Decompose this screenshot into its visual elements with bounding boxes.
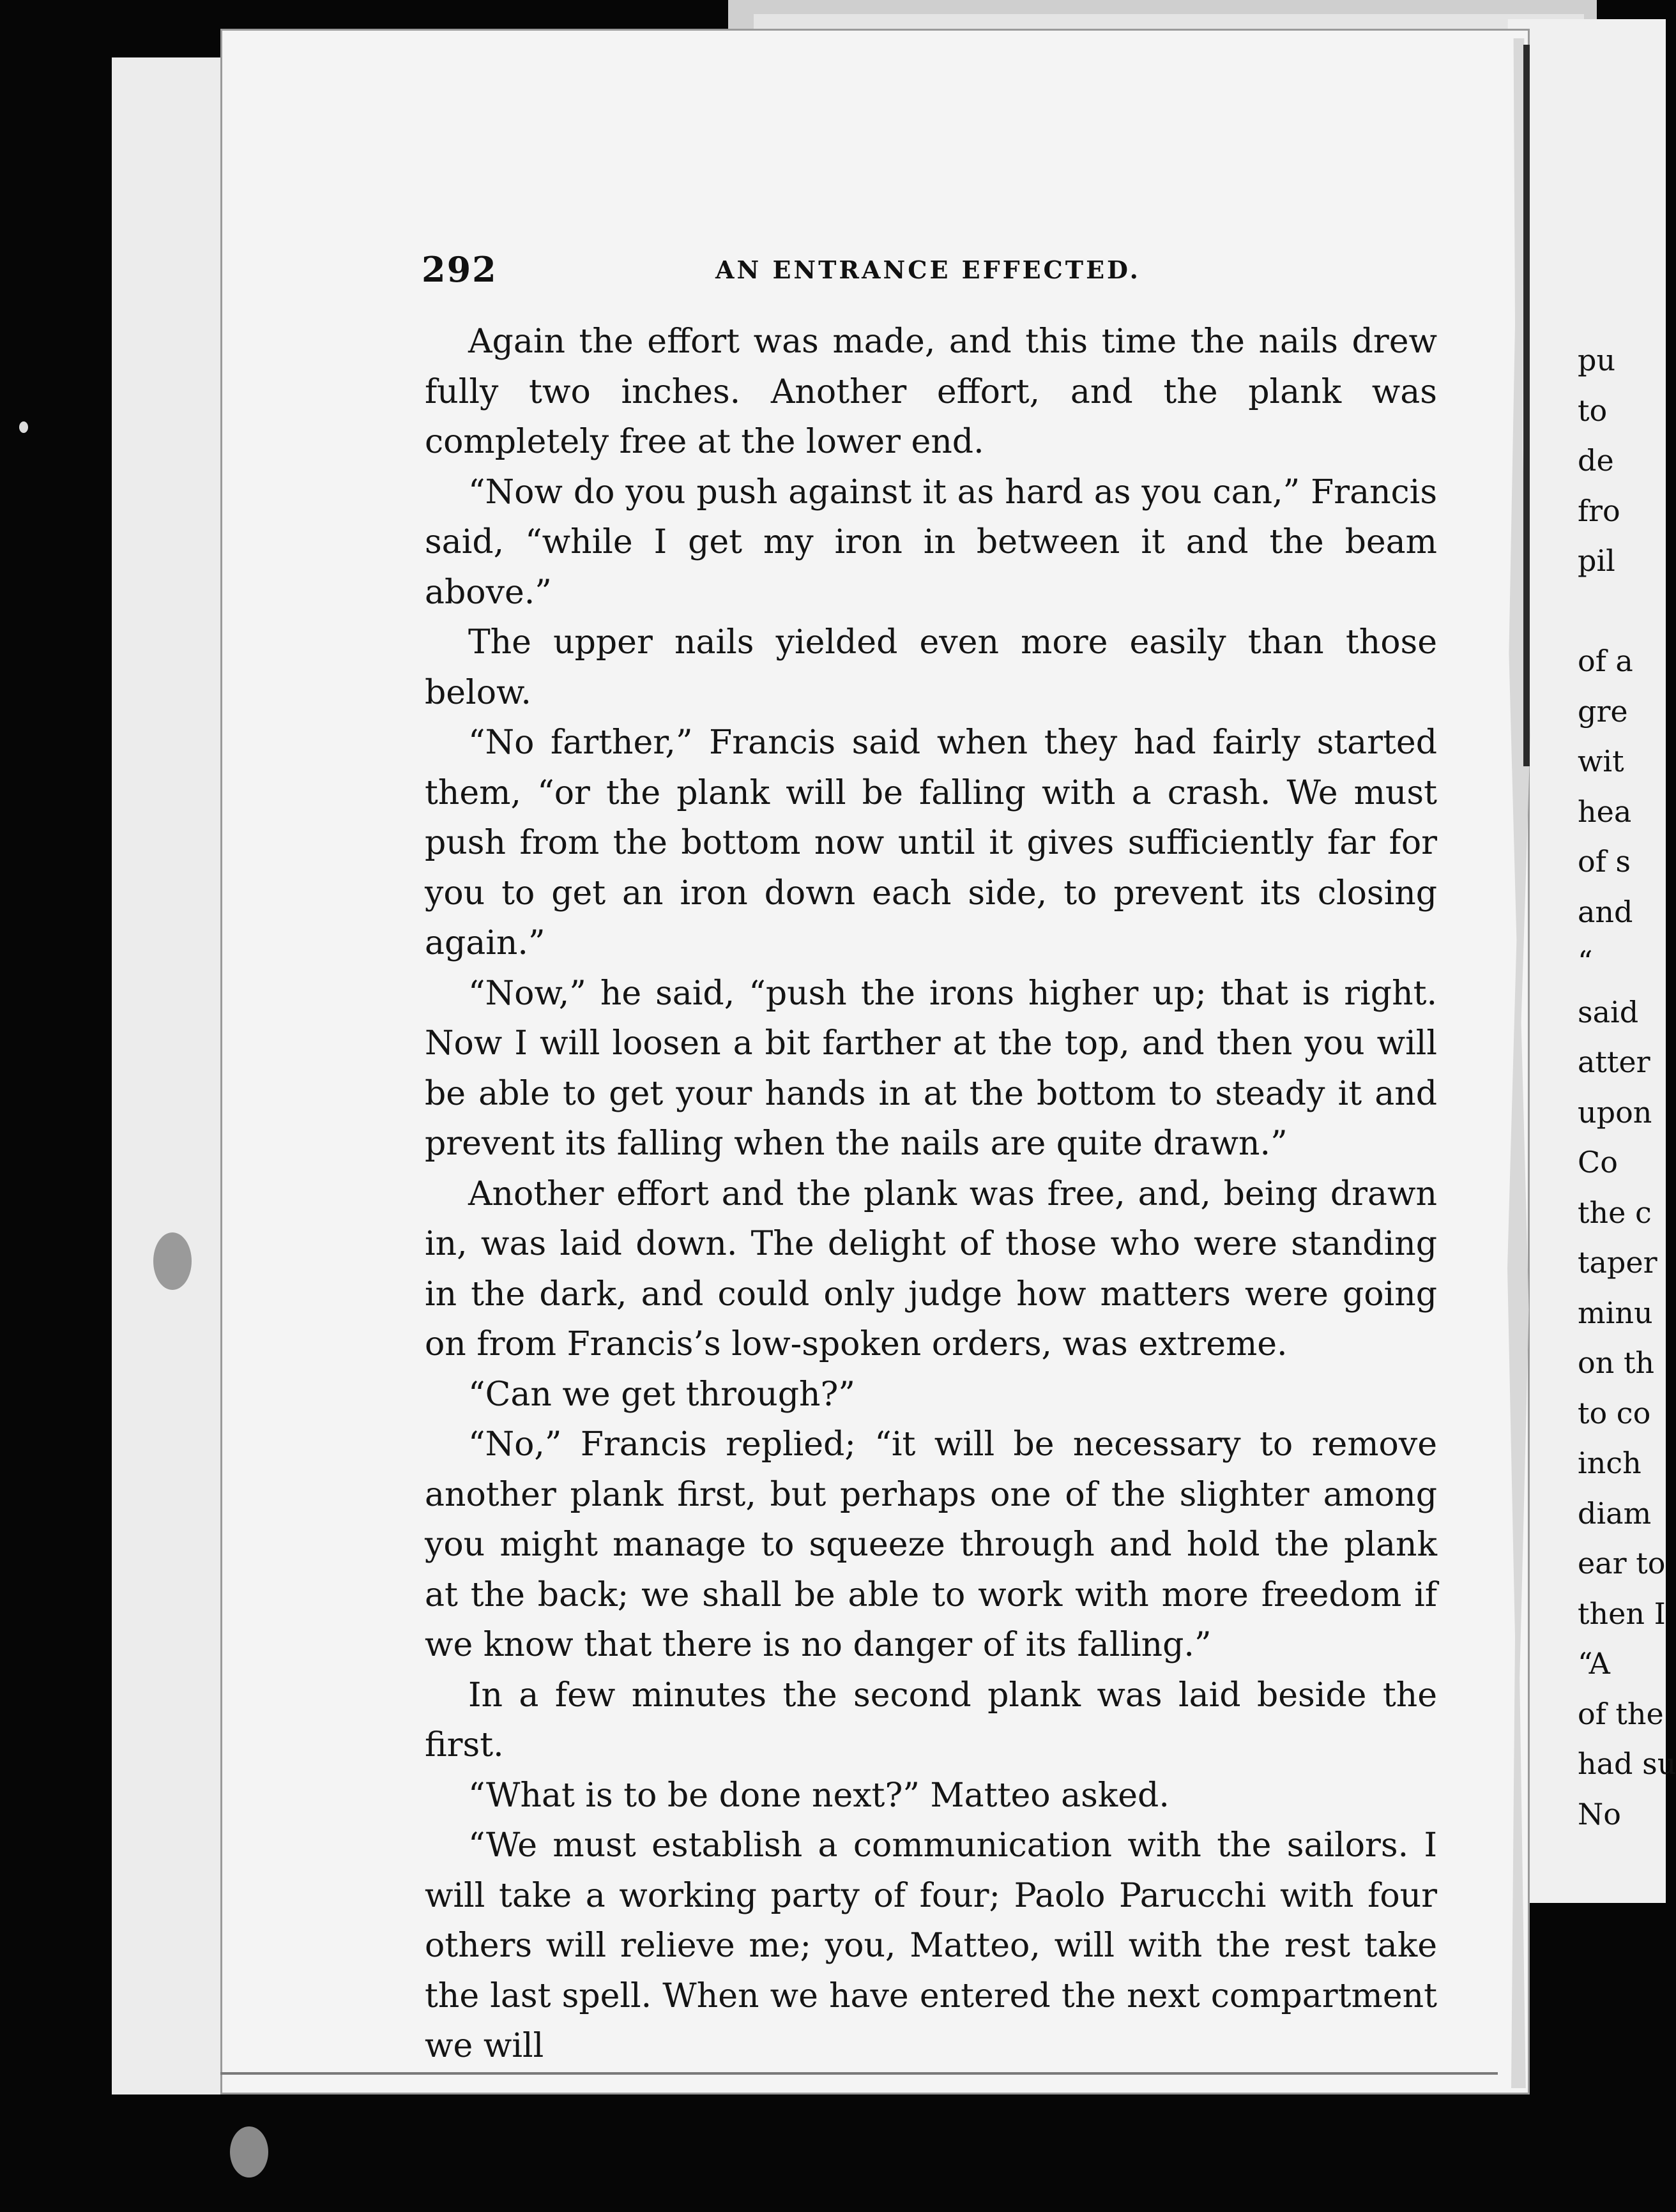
scan-speck xyxy=(19,421,28,433)
facing-page-fragment: had su xyxy=(1578,1746,1676,1781)
facing-page-fragment: diam xyxy=(1578,1496,1652,1531)
paragraph: “No,” Francis replied; “it will be necessary to remove another plank first, but perhaps one of the slighter among you might manage to squeeze through and hold the plank at the back; we shall be able to work with more freedom if we know that there is no danger of its falling.” xyxy=(425,1425,1437,1664)
facing-page-fragment: atter xyxy=(1578,1045,1650,1079)
facing-page-fragment: inch xyxy=(1578,1446,1642,1480)
scan-speck xyxy=(153,1232,192,1290)
paragraph: “Can we get through?” xyxy=(468,1375,855,1414)
facing-page-fragment: de xyxy=(1578,443,1614,478)
facing-page-fragment: hea xyxy=(1578,794,1632,829)
facing-page-fragment: on th xyxy=(1578,1345,1655,1380)
facing-page-fragment: and xyxy=(1578,894,1633,929)
paragraph: The upper nails yielded even more easily than those below. xyxy=(425,623,1437,712)
facing-page-fragment: wit xyxy=(1578,744,1624,778)
facing-page-fragment: to xyxy=(1578,393,1608,428)
facing-page-fragment: then I xyxy=(1578,1596,1666,1631)
scan-speck xyxy=(230,2126,268,2178)
facing-page-fragment: “A xyxy=(1578,1646,1610,1681)
body-text xyxy=(425,317,1437,2072)
paragraph: “What is to be done next?” Matteo asked. xyxy=(468,1776,1169,1815)
paragraph: “Now,” he said, “push the irons higher up; that is right. Now I will loosen a bit farther at the top, and then you will be able to get your hands in at the bottom to steady it and prevent its falling when the nails are quite drawn.” xyxy=(425,974,1437,1163)
facing-page-fragment: upon xyxy=(1578,1095,1652,1130)
running-head: AN ENTRANCE EFFECTED. xyxy=(715,255,1141,284)
facing-page-fragment: No xyxy=(1578,1796,1621,1831)
facing-page-fragment: fro xyxy=(1578,493,1620,528)
page-header xyxy=(422,249,1507,300)
facing-page-fragment: of s xyxy=(1578,844,1631,879)
facing-page-fragment xyxy=(1578,586,1667,637)
facing-page-fragment: pil xyxy=(1578,543,1615,578)
facing-page-fragment: ear to xyxy=(1578,1546,1666,1580)
paragraph: “Now do you push against it as hard as you can,” Francis said, “while I get my iron in between it and the beam above.” xyxy=(425,473,1437,612)
facing-page-fragment: to co xyxy=(1578,1395,1651,1430)
facing-page-fragment: “ xyxy=(1578,944,1593,979)
paragraph: “No farther,” Francis said when they had fairly started them, “or the plank will be falling with a crash. We must push from the bottom now until it gives sufficiently far for you to get an iron down each side, to prevent its closing again.” xyxy=(425,723,1437,962)
paragraph: In a few minutes the second plank was laid beside the first. xyxy=(425,1676,1437,1764)
facing-page-fragment: the c xyxy=(1578,1195,1652,1230)
facing-page-fragment: of a xyxy=(1578,644,1633,678)
page-gutter-shadow xyxy=(1523,45,1530,766)
paragraph: Another effort and the plank was free, and, being drawn in, was laid down. The delight of those who were standing in the dark, and could only judge how matters were going on from Francis’s low-spoken orders, was extreme. xyxy=(425,1174,1437,1363)
facing-page-fragment: minu xyxy=(1578,1295,1653,1330)
page-bottom-edge xyxy=(220,2072,1498,2075)
facing-page-fragment: pu xyxy=(1578,343,1616,377)
facing-page-fragment: of the xyxy=(1578,1696,1664,1731)
page-number: 292 xyxy=(422,249,498,290)
facing-page-fragment: gre xyxy=(1578,693,1628,729)
facing-page-fragment: taper xyxy=(1578,1245,1657,1280)
facing-page-fragment: said xyxy=(1578,994,1639,1029)
paragraph: Again the effort was made, and this time the nails drew fully two inches. Another effort, and the plank was completely free at the lower end. xyxy=(425,322,1437,461)
facing-page-fragment: Co xyxy=(1578,1145,1618,1179)
facing-page-text xyxy=(1578,335,1676,1839)
paragraph: “We must establish a communication with the sailors. I will take a working party of four; Paolo Parucchi with four others will relieve me; you, Matteo, will with the rest take the last spell. When we have entered the next compartment we will xyxy=(425,1826,1437,2065)
